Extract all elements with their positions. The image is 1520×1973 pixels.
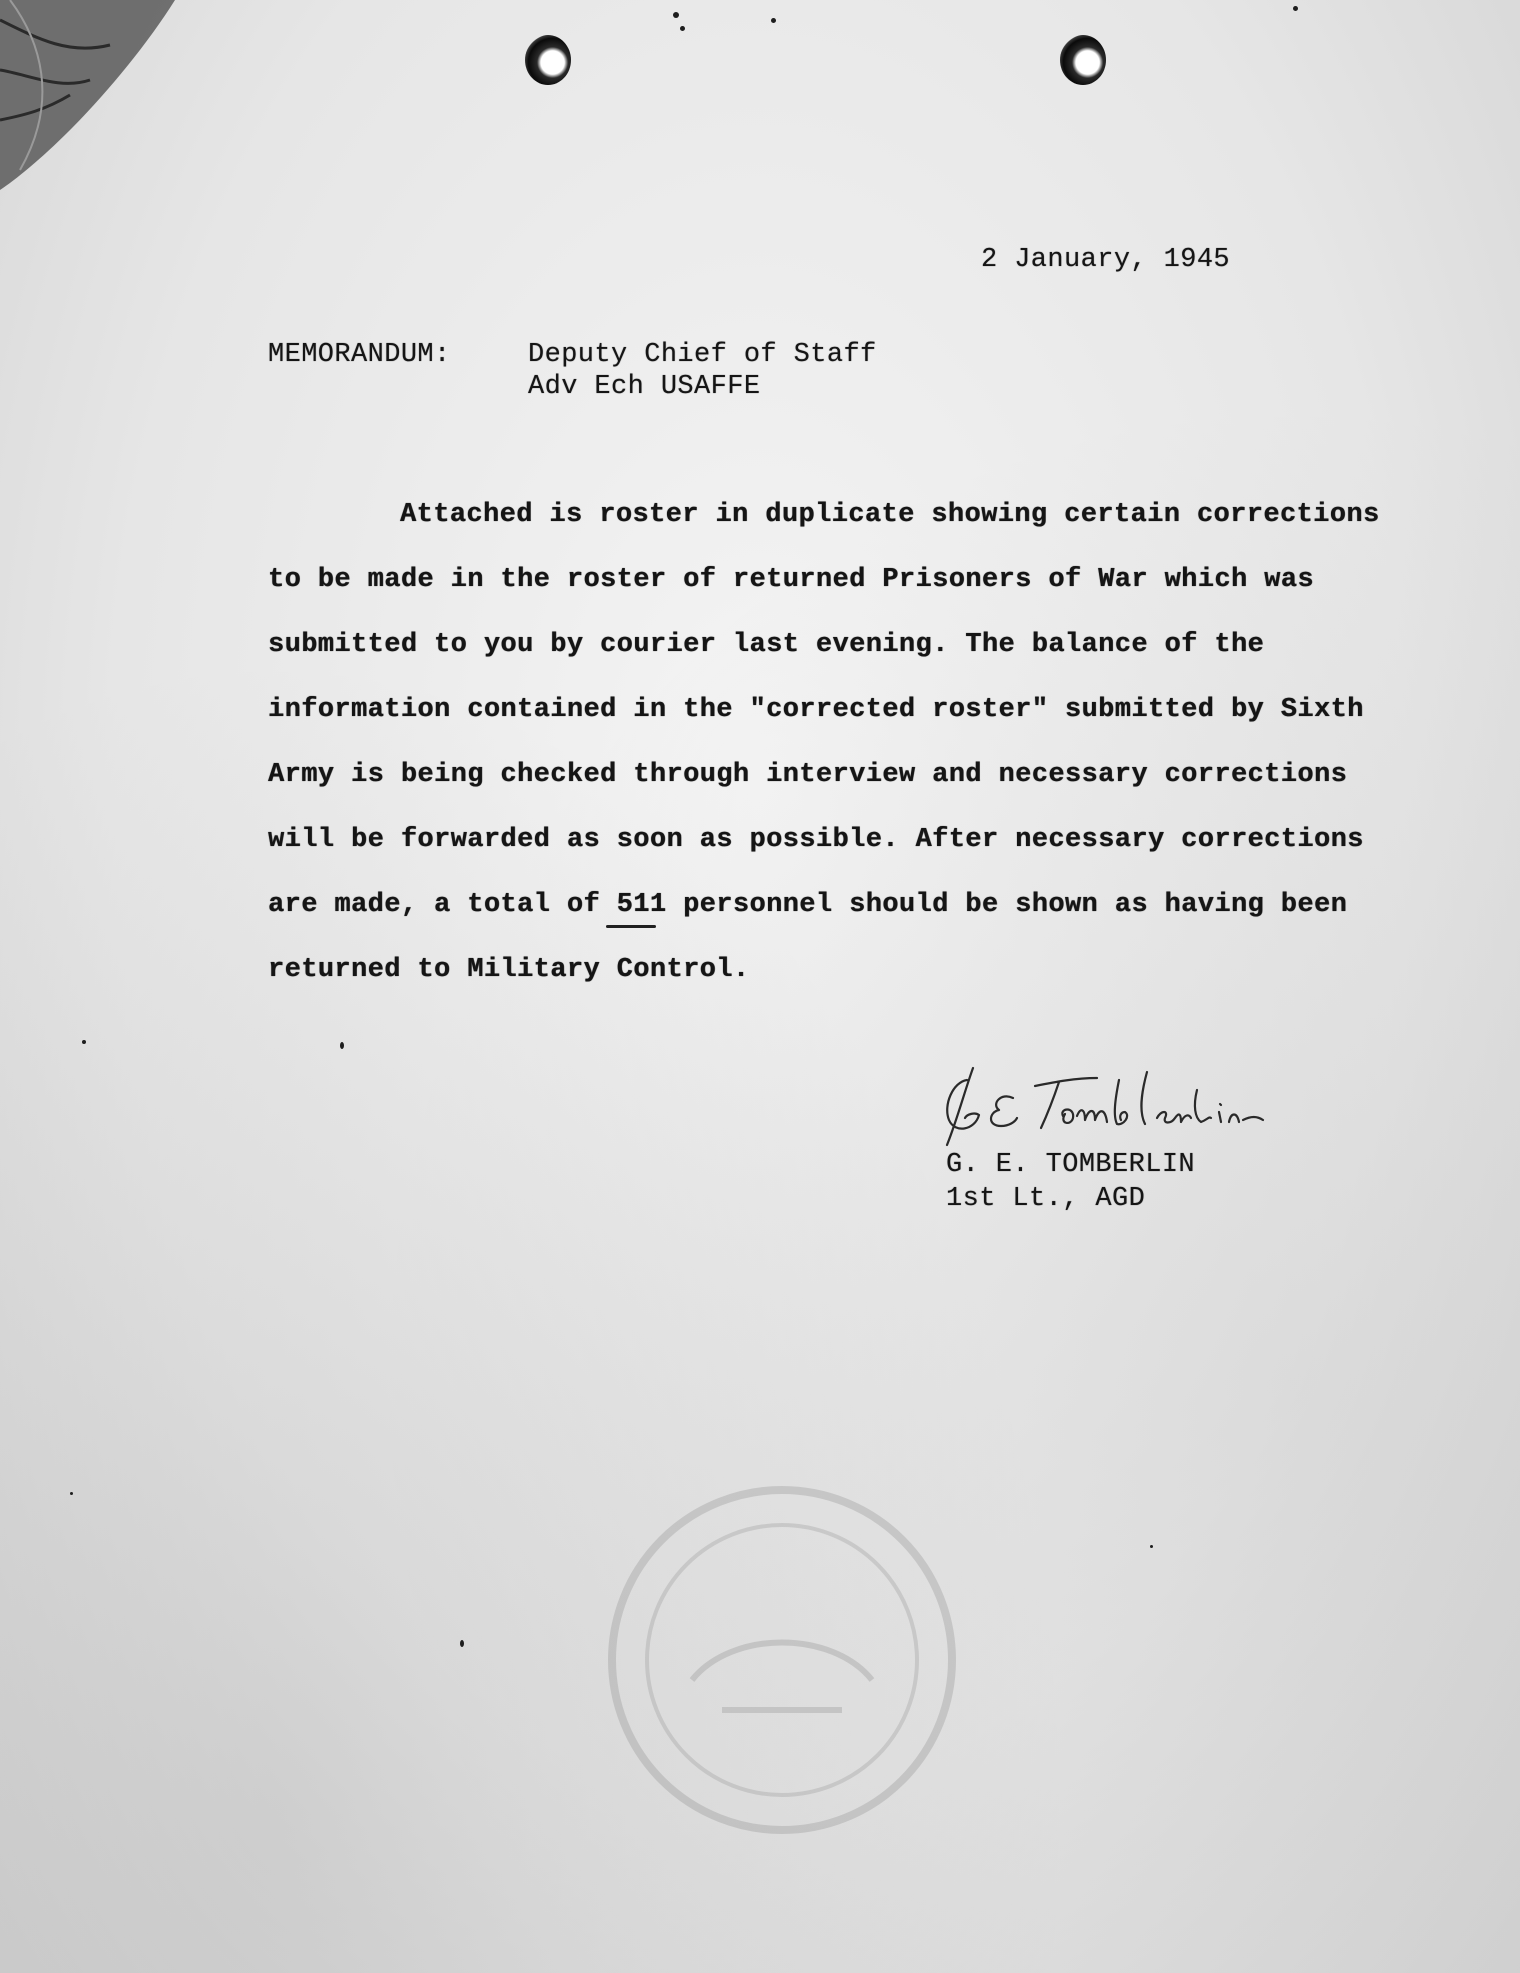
dust-speck — [1150, 1545, 1153, 1548]
body-line-7: are made, a total of 511 personnel should be shown as having been — [268, 890, 1348, 920]
signer-rank: 1st Lt., AGD — [946, 1184, 1146, 1214]
body-line-3: submitted to you by courier last evening. The balance of the — [268, 630, 1265, 660]
body-line-8: returned to Military Control. — [268, 955, 750, 985]
addressee-line-2: Adv Ech USAFFE — [528, 372, 761, 402]
body-line-4: information contained in the "corrected roster" submitted by Sixth — [268, 695, 1364, 725]
dust-speck — [1293, 6, 1298, 11]
body-line-6: will be forwarded as soon as possible. After necessary corrections — [268, 825, 1364, 855]
punch-hole-left — [525, 35, 571, 85]
addressee-line-1: Deputy Chief of Staff — [528, 340, 877, 370]
dust-speck — [460, 1640, 464, 1647]
memo-date: 2 January, 1945 — [981, 245, 1231, 275]
body-line-5: Army is being checked through interview and necessary corrections — [268, 760, 1348, 790]
dust-speck — [70, 1492, 73, 1495]
dust-speck — [82, 1040, 86, 1044]
dust-speck — [680, 26, 685, 31]
total-underline — [606, 925, 656, 928]
body-line-1: Attached is roster in duplicate showing certain corrections — [400, 500, 1380, 530]
dust-speck — [340, 1042, 344, 1049]
punch-hole-right — [1060, 35, 1106, 85]
signer-name: G. E. TOMBERLIN — [946, 1150, 1196, 1180]
handwritten-signature — [935, 1060, 1275, 1150]
memo-heading-label: MEMORANDUM: — [268, 340, 451, 370]
dust-speck — [673, 12, 679, 18]
body-line-2: to be made in the roster of returned Prisoners of War which was — [268, 565, 1314, 595]
dust-speck — [771, 18, 776, 23]
corner-foliage-shadow — [0, 0, 200, 200]
embossed-seal — [602, 1480, 962, 1840]
